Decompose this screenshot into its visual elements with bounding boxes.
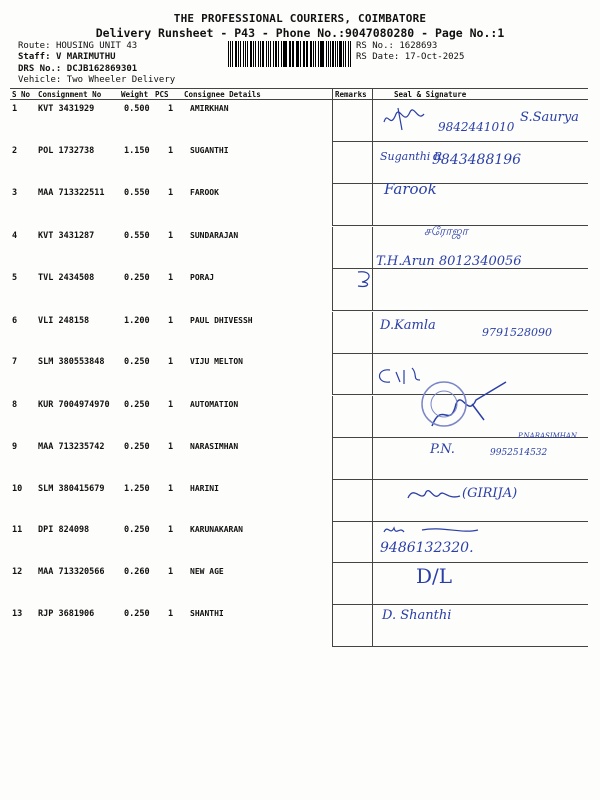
automation-stamp <box>418 378 470 430</box>
cell-sno: 1 <box>12 104 18 114</box>
barcode <box>228 41 352 67</box>
cell-weight: 0.500 <box>124 104 150 114</box>
cell-sno: 9 <box>12 442 18 452</box>
cell-sno: 10 <box>12 484 23 494</box>
cell-consignment: POL 1732738 <box>38 146 95 156</box>
signature-cell-border <box>372 312 373 354</box>
remarks-divider <box>332 88 333 99</box>
cell-consignee: KARUNAKARAN <box>190 525 243 534</box>
cell-sno: 2 <box>12 146 18 156</box>
runsheet-subtitle: Delivery Runsheet - P43 - Phone No.:9047080280 - Page No.:1 <box>95 26 505 40</box>
signature-phone-11: 9486132320. <box>380 540 474 556</box>
cell-pcs: 1 <box>168 400 174 410</box>
signature-name-4: சரோஜா <box>424 224 468 238</box>
cell-consignee: HARINI <box>190 484 219 493</box>
staff-line <box>18 52 116 63</box>
cell-pcs: 1 <box>168 357 174 367</box>
cell-weight: 0.250 <box>124 609 150 619</box>
cell-consignee: NEW AGE <box>190 567 224 576</box>
signature-mark-12: D/L <box>416 564 453 588</box>
drs-label: DRS No.: <box>18 64 62 74</box>
rs-no-line <box>356 41 437 52</box>
cell-weight: 0.250 <box>124 273 150 283</box>
cell-consignment: KVT 3431929 <box>38 104 95 114</box>
cell-consignee: PORAJ <box>190 273 215 282</box>
cell-pcs: 1 <box>168 273 174 283</box>
cell-sno: 6 <box>12 316 18 326</box>
signature-rule <box>332 183 588 184</box>
vehicle-label: Vehicle: <box>18 75 62 85</box>
signature-mark-5 <box>354 268 378 290</box>
route-value: HOUSING UNIT 43 <box>55 41 138 51</box>
signature-cell-border <box>372 438 373 480</box>
cell-pcs: 1 <box>168 442 174 452</box>
cell-consignee: NARASIMHAN <box>190 442 239 451</box>
signature-rule <box>332 646 588 647</box>
signature-scribble-10 <box>404 482 464 508</box>
col-consignment: Consignment No <box>38 90 102 99</box>
remarks-cell-border <box>332 227 333 269</box>
route-line <box>18 41 137 52</box>
cell-weight: 0.250 <box>124 442 150 452</box>
remarks-cell-border <box>332 184 333 226</box>
rs-date-line <box>356 52 464 63</box>
signature-rule <box>332 141 588 142</box>
remarks-cell-border <box>332 438 333 480</box>
cell-consignee: SUGANTHI <box>190 146 229 155</box>
cell-pcs: 1 <box>168 104 174 114</box>
remarks-cell-border <box>332 563 333 605</box>
cell-weight: 0.250 <box>124 357 150 367</box>
remarks-cell-border <box>332 269 333 311</box>
company-title: THE PROFESSIONAL COURIERS, COIMBATORE <box>173 12 427 25</box>
cell-sno: 4 <box>12 231 18 241</box>
vehicle-value: Two Wheeler Delivery <box>66 75 176 85</box>
cell-consignee: SHANTHI <box>190 609 224 618</box>
cell-pcs: 1 <box>168 525 174 535</box>
header-top-rule <box>10 88 588 89</box>
col-pcs: PCS <box>155 90 169 99</box>
signature-phone-1: 9842441010 <box>438 120 515 134</box>
signature-cell-border <box>372 521 373 563</box>
cell-pcs: 1 <box>168 231 174 241</box>
drs-value: DCJB162869301 <box>66 64 138 74</box>
signature-stamp-name-9: P.NARASIMHAN <box>518 432 578 440</box>
cell-sno: 5 <box>12 273 18 283</box>
cell-pcs: 1 <box>168 484 174 494</box>
cell-consignment: RJP 3681906 <box>38 609 95 619</box>
col-consignee: Consignee Details <box>184 90 261 99</box>
cell-consignee: SUNDARAJAN <box>190 231 239 240</box>
cell-consignment: KVT 3431287 <box>38 231 95 241</box>
remarks-cell-border <box>332 480 333 522</box>
cell-consignment: SLM 380553848 <box>38 357 105 367</box>
cell-consignee: PAUL DHIVESSH <box>190 316 253 325</box>
cell-pcs: 1 <box>168 609 174 619</box>
signature-name-1: S.Saurya <box>520 110 579 125</box>
signature-cell-border <box>372 563 373 605</box>
col-sno: S No <box>12 90 31 99</box>
rs-date-value: 17-Oct-2025 <box>404 52 465 62</box>
signature-name-3: Farook <box>384 180 437 198</box>
remarks-cell-border <box>332 312 333 354</box>
col-signature: Seal & Signature <box>394 90 467 99</box>
signature-name-13: D. Shanthi <box>382 608 452 623</box>
cell-weight: 0.550 <box>124 188 150 198</box>
signature-scribble-1 <box>380 100 440 140</box>
cell-pcs: 1 <box>168 316 174 326</box>
cell-sno: 13 <box>12 609 23 619</box>
cell-consignment: MAA 713320566 <box>38 567 105 577</box>
cell-pcs: 1 <box>168 188 174 198</box>
drs-line <box>18 64 137 75</box>
signature-phone-2: 9843488196 <box>432 152 522 168</box>
cell-weight: 0.250 <box>124 400 150 410</box>
cell-pcs: 1 <box>168 567 174 577</box>
cell-sno: 3 <box>12 188 18 198</box>
signature-name-10: (GIRIJA) <box>462 486 518 501</box>
signature-rule <box>332 479 588 480</box>
signature-cell-border <box>372 605 373 647</box>
cell-consignee: FAROOK <box>190 188 219 197</box>
cell-consignment: MAA 713235742 <box>38 442 105 452</box>
remarks-cell-border <box>332 353 333 395</box>
cell-weight: 0.260 <box>124 567 150 577</box>
header-bottom-rule <box>10 99 588 100</box>
signature-rule <box>332 353 588 354</box>
signature-name-2: Suganthi R <box>380 150 443 163</box>
cell-consignment: MAA 713322511 <box>38 188 105 198</box>
signature-cell-border <box>372 227 373 269</box>
signature-cell-border <box>372 100 373 142</box>
signature-cell-border <box>372 142 373 184</box>
cell-consignment: KUR 7004974970 <box>38 400 110 410</box>
vehicle-line <box>18 75 175 86</box>
cell-pcs: 1 <box>168 146 174 156</box>
cell-sno: 11 <box>12 525 23 535</box>
signature-scribble-11 <box>382 522 482 538</box>
rs-no-label: RS No.: <box>356 41 394 51</box>
remarks-cell-border <box>332 100 333 142</box>
signature-name-9: P.N. <box>430 442 455 457</box>
cell-weight: 1.250 <box>124 484 150 494</box>
cell-weight: 0.250 <box>124 525 150 535</box>
signature-cell-border <box>372 184 373 226</box>
cell-weight: 0.550 <box>124 231 150 241</box>
signature-phone-6: 9791528090 <box>482 326 552 339</box>
remarks-cell-border <box>332 605 333 647</box>
cell-sno: 7 <box>12 357 18 367</box>
cell-sno: 12 <box>12 567 23 577</box>
signature-divider <box>372 88 373 99</box>
cell-consignment: TVL 2434508 <box>38 273 95 283</box>
signature-phone-9: 9952514532 <box>490 448 548 458</box>
cell-consignment: SLM 380415679 <box>38 484 105 494</box>
cell-weight: 1.200 <box>124 316 150 326</box>
cell-consignee: AMIRKHAN <box>190 104 229 113</box>
rs-no-value: 1628693 <box>399 41 438 51</box>
staff-label: Staff: <box>18 52 51 62</box>
cell-sno: 8 <box>12 400 18 410</box>
signature-rule <box>332 604 588 605</box>
rs-date-label: RS Date: <box>356 52 400 62</box>
signature-cell-border <box>372 480 373 522</box>
route-label: Route: <box>18 41 51 51</box>
signature-rule <box>332 562 588 563</box>
remarks-cell-border <box>332 142 333 184</box>
cell-consignment: DPI 824098 <box>38 525 90 535</box>
remarks-cell-border <box>332 396 333 438</box>
col-weight: Weight <box>121 90 149 99</box>
signature-name-6: D.Kamla <box>380 318 436 333</box>
cell-consignment: VLI 248158 <box>38 316 90 326</box>
signature-phone-4: T.H.Arun 8012340056 <box>376 254 522 269</box>
signature-rule <box>332 310 588 311</box>
cell-weight: 1.150 <box>124 146 150 156</box>
col-remarks: Remarks <box>335 90 367 99</box>
staff-value: V MARIMUTHU <box>55 52 116 62</box>
cell-consignee: AUTOMATION <box>190 400 239 409</box>
remarks-cell-border <box>332 521 333 563</box>
cell-consignee: VIJU MELTON <box>190 357 243 366</box>
